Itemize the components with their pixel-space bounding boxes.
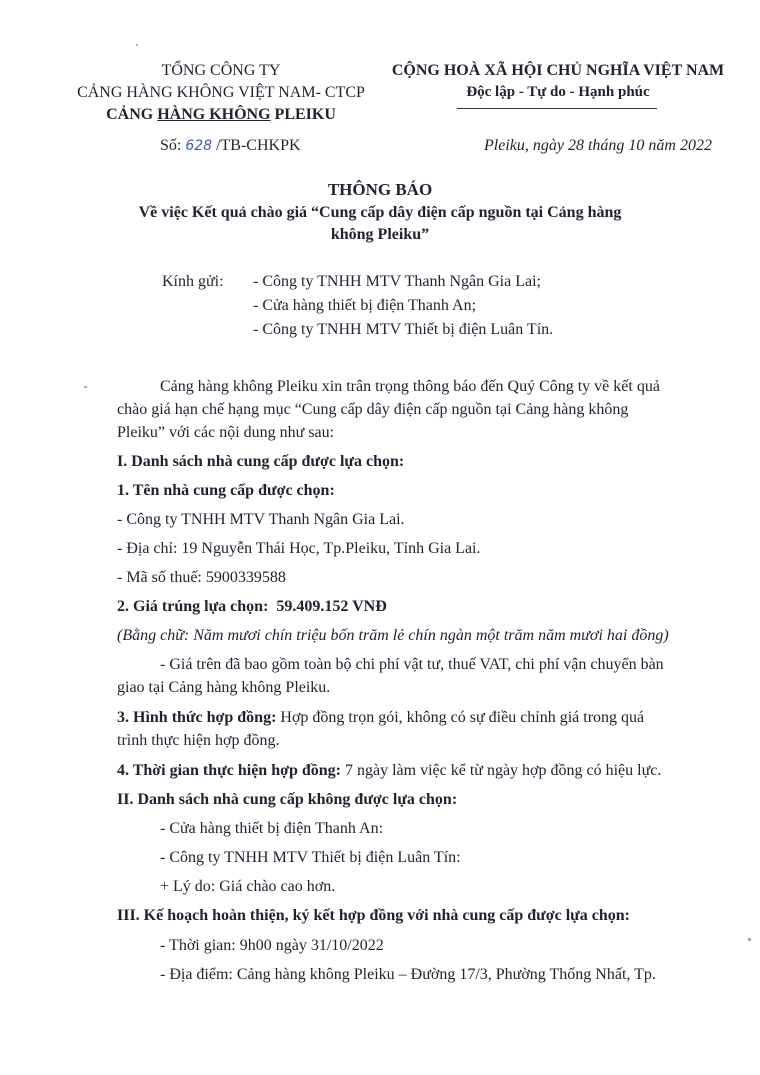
section-1-sub1-heading: 1. Tên nhà cung cấp được chọn: (117, 482, 335, 499)
winning-price: 59.409.152 VNĐ (276, 598, 387, 615)
section-1-heading: I. Danh sách nhà cung cấp được lựa chọn: (117, 453, 405, 470)
duration-text: 7 ngày làm việc kể từ ngày hợp đồng có hiệu lực. (340, 762, 662, 779)
rejection-reason: + Lý do: Giá chào cao hơn. (160, 878, 336, 895)
section-2-heading: II. Danh sách nhà cung cấp không được lựa chọn: (117, 791, 458, 808)
doc-number (160, 137, 301, 155)
contract-type-heading: 3. Hình thức hợp đồng: (117, 709, 277, 726)
org-line-3-suffix: PLEIKU (270, 106, 336, 123)
doc-number-suffix: /TB-CHKPK (212, 137, 301, 154)
org-line-3-underlined: HÀNG KHÔNG (157, 106, 271, 123)
place-date: Pleiku, ngày 28 tháng 10 năm 2022 (484, 137, 712, 154)
winner-address: - Địa chỉ: 19 Nguyễn Thái Học, Tp.Pleiku, Tỉnh Gia Lai. (117, 540, 481, 557)
price-in-words: (Bằng chữ: Năm mươi chín triệu bốn trăm lẻ chín ngàn một trăm năm mươi hai đồng) (117, 627, 669, 644)
intro-line-1: Cảng hàng không Pleiku xin trân trọng thông báo đến Quý Công ty về kết quả (160, 378, 660, 395)
intro-line-3: Pleiku” với các nội dung như sau: (117, 424, 335, 441)
section-1-sub4 (117, 762, 661, 780)
subject-line-1: Về việc Kết quả chào giá “Cung cấp dây điện cấp nguồn tại Cảng hàng (138, 204, 622, 221)
nation-underline (457, 108, 657, 109)
scan-speck (84, 386, 87, 388)
document-title: THÔNG BÁO (327, 180, 433, 199)
section-3-heading: III. Kế hoạch hoàn thiện, ký kết hợp đồng với nhà cung cấp được lựa chọn: (117, 907, 631, 924)
intro-line-2: chào giá hạn chế hạng mục “Cung cấp dây điện cấp nguồn tại Cảng hàng không (117, 401, 629, 418)
price-note-line-1: - Giá trên đã bao gồm toàn bộ chi phí vật tư, thuế VAT, chi phí vận chuyển bàn (160, 656, 664, 673)
price-heading: 2. Giá trúng lựa chọn: (117, 598, 269, 615)
rejected-item: - Công ty TNHH MTV Thiết bị điện Luân Tín: (160, 849, 461, 866)
winner-company: - Công ty TNHH MTV Thanh Ngân Gia Lai. (117, 511, 405, 528)
price-note-line-2: giao tại Cảng hàng không Pleiku. (117, 679, 331, 696)
contract-type-text: Hợp đồng trọn gói, không có sự điều chỉnh giá trong quá (276, 709, 645, 726)
recipient-item: - Cửa hàng thiết bị điện Thanh An; (253, 297, 477, 314)
scan-speck (136, 44, 138, 46)
org-line-3 (62, 106, 380, 124)
subject-line-2: không Pleiku” (330, 226, 430, 243)
org-line-2: CẢNG HÀNG KHÔNG VIỆT NAM- CTCP (77, 84, 365, 101)
org-line-3-prefix: CẢNG (106, 106, 158, 123)
section-1-sub3 (117, 709, 696, 727)
signing-place: - Địa điểm: Cảng hàng không Pleiku – Đường 17/3, Phường Thống Nhất, Tp. (160, 966, 656, 983)
duration-heading: 4. Thời gian thực hiện hợp đồng: (117, 762, 341, 779)
doc-number-handwritten: 628 (185, 138, 213, 154)
doc-number-label: Số: (160, 137, 186, 154)
scan-speck (748, 938, 751, 941)
recipient-item: - Công ty TNHH MTV Thiết bị điện Luân Tín. (253, 321, 554, 338)
nation-line-2: Độc lập - Tự do - Hạnh phúc (466, 84, 650, 100)
recipient-item: - Công ty TNHH MTV Thanh Ngân Gia Lai; (253, 273, 541, 290)
nation-line-1: CỘNG HOÀ XÃ HỘI CHỦ NGHĨA VIỆT NAM (391, 62, 725, 79)
winner-tax-code: - Mã số thuế: 5900339588 (117, 569, 286, 586)
rejected-item: - Cửa hàng thiết bị điện Thanh An: (160, 820, 384, 837)
org-line-1: TỔNG CÔNG TY (161, 62, 281, 79)
recipients-label: Kính gửi: (162, 273, 224, 290)
section-1-sub2 (117, 598, 387, 616)
contract-type-text-2: trình thực hiện hợp đồng. (117, 732, 280, 749)
signing-time: - Thời gian: 9h00 ngày 31/10/2022 (160, 937, 384, 954)
